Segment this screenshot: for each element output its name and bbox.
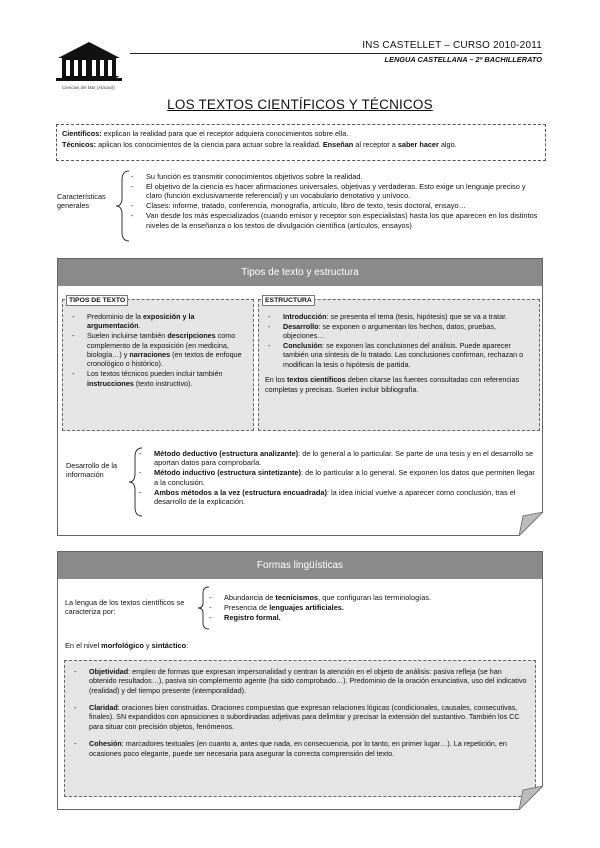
desarrollo-label: Desarrollo de la información <box>66 461 118 480</box>
header-rule <box>130 53 542 54</box>
section-heading: Tipos de texto y estructura <box>58 259 542 286</box>
estructura-box <box>258 299 540 431</box>
list-item: - Registro formal. <box>206 613 526 622</box>
list-item: - Conclusión: se exponen las conclusiones del análisis. Puede aparecer también una síntesis de lo tratado. Las conclusiones confirman, rechazan o modifican la tesis o hipótesis de partida. <box>265 341 533 369</box>
page-title: LOS TEXTOS CIENTÍFICOS Y TÉCNICOS <box>167 97 433 112</box>
list-item: - Ambos métodos a la vez (estructura encuadrada): la idea inicial vuelve a aparecer como conclusión, tras el desarrollo de la explicación. <box>136 488 536 507</box>
list-item: - Van desde los más especializados (cuando emisor y receptor son especialistas) hasta los que aparecen en los distintos niveles de la enseñanza o los textos de divulgación científica (artículos, ensayos) <box>128 211 543 230</box>
list-item: - Abundancia de tecnicismos, que configuran las terminologías. <box>206 593 526 602</box>
list-item: - Su función es transmitir conocimientos objetivos sobre la realidad. <box>128 172 543 181</box>
list-item: - Los textos técnicos pueden incluir también instrucciones (texto instructivo). <box>69 369 247 388</box>
list-item: - Introducción: se presenta el tema (tesis, hipótesis) que se va a tratar. <box>265 312 533 321</box>
list-item: - El objetivo de la ciencia es hacer afirmaciones universales, objetivas y verdaderas. Esto exige un lenguaje preciso y claro (función exclusivamente referencial) y un vocabulario denotativo y unívoco. <box>128 182 543 201</box>
characteristics-label: Características generales <box>57 192 106 211</box>
header-subject: LENGUA CASTELLANA – 2º BACHILLERATO <box>384 55 542 64</box>
section-heading: Formas lingüísticas <box>58 552 542 579</box>
list-item: - Cohesión: marcadores textuales (en cuanto a, antes que nada, en consecuencia, por lo tanto, en primer lugar…). La repetición, en ocasiones poco elegante, puede ser necesaria para asegurar la correcta comprensión del texto. <box>71 739 529 758</box>
list-item: - Desarrollo: se exponen o argumentan los hechos, datos, pruebas, objeciones… <box>265 322 533 341</box>
header-school-course: INS CASTELLET – CURSO 2010-2011 <box>362 40 542 51</box>
definitions-box <box>56 124 546 161</box>
nivel-heading: En el nivel morfológico y sintáctico: <box>65 641 189 650</box>
characteristics-list <box>128 172 543 231</box>
lengua-label: La lengua de los textos científicos se caracteriza por: <box>65 598 185 617</box>
definition-cientificos: Científicos: explican la realidad para que el receptor adquiera conocimientos sobre ella. <box>62 129 349 138</box>
list-item: - Presencia de lenguajes artificiales. <box>206 603 526 612</box>
section-tipos-estructura <box>57 258 543 536</box>
list-item: - Clases: informe, tratado, conferencia, monografía, artículo, libro de texto, tesis doctoral, ensayo… <box>128 201 543 210</box>
list-item: - Objetividad: empleo de formas que expresan impersonalidad y centran la atención en el objeto de análisis: pasiva refleja (se han obtenido resultados…), pasiva sin complemento agente (ha sido comprobado…). Predominio de la oración enunciativa, uso del indicativo (realidad) y del tiempo presente (intemporalidad). <box>71 667 529 695</box>
nivel-box <box>64 660 536 797</box>
definition-tecnicos: Técnicos: aplican los conocimientos de la ciencia para actuar sobre la realidad. Enseñan al receptor a saber hacer algo. <box>62 139 457 149</box>
lengua-list <box>206 593 526 623</box>
page-curl-icon <box>519 786 543 810</box>
list-item: - Predominio de la exposición y la argumentación. <box>69 312 247 331</box>
box-label: TIPOS DE TEXTO <box>66 295 128 306</box>
section-formas-linguisticas <box>57 551 543 810</box>
list-item: - Método inductivo (estructura sintetizante): de lo particular a lo general. Se exponen los datos que permiten llegar a la conclusión. <box>136 468 536 487</box>
list-item: - Método deductivo (estructura analizante): de lo general a lo particular. Se parte de una tesis y en el desarrollo se aportan datos para comprobarla. <box>136 449 536 468</box>
desarrollo-list <box>136 449 536 507</box>
logo-text: IES CASTELLET <box>62 76 120 83</box>
list-item: - Suelen incluirse también descripciones como complemento de la exposición (en medicina, biología…) y narraciones (en textos de enfoque cronológico o histórico). <box>69 331 247 368</box>
box-label: ESTRUCTURA <box>262 295 315 306</box>
list-item: - Claridad: oraciones bien construidas. Oraciones compuestas que expresan relaciones lógicas (condicionales, causales, consecutivas, finales). SN expandidos con aposiciones o subordinadas adjetivas para delimitar y precisar la extensión del sustantivo. También los CC para situar con precisión objetos, fenómenos. <box>71 703 529 731</box>
page-curl-icon <box>519 512 543 536</box>
logo-subtitle: Ciencias del Mar (Alacant) <box>62 85 115 90</box>
tipos-de-texto-box <box>62 299 254 431</box>
estructura-note: En los textos científicos deben citarse las fuentes consultadas con referencias completas y precisas. Suelen incluir bibliografía. <box>265 375 520 394</box>
